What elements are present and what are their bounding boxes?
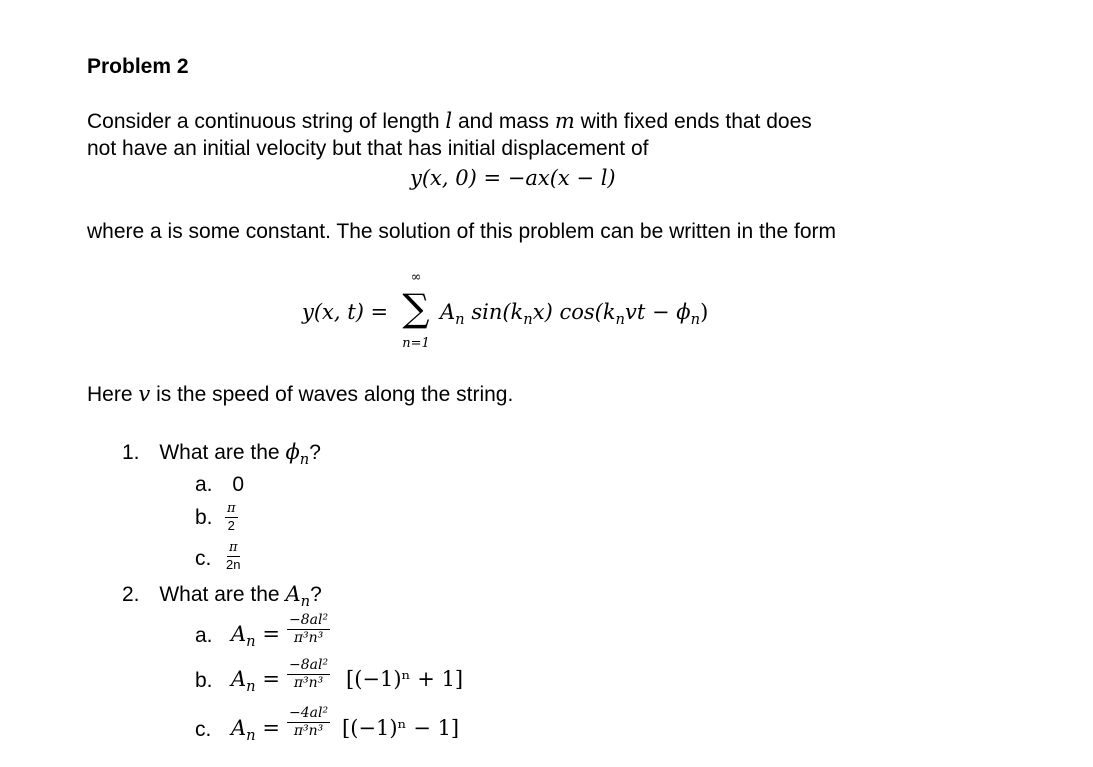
- initial-displacement-equation: y(x, 0) = −ax(x − l): [410, 166, 616, 190]
- var-l: l: [445, 109, 453, 133]
- var-m: m: [554, 109, 575, 133]
- sum-lower-limit: n=1: [402, 336, 430, 351]
- q1-option-c-label: c.: [195, 547, 212, 570]
- q1-option-b-fraction: $\frac{\pi}{2}$: [227, 501, 236, 533]
- q2-option-b-label: b.: [195, 669, 213, 692]
- question-1: 1. What are the $\phi_n$?: [122, 440, 321, 469]
- q2-option-a-fraction: $\frac{\text{−8al²}}{\text{π³n³}}$: [289, 612, 329, 646]
- sum-rhs: $A_n$ $\sin(k_nx) \cos(k_nvt - \phi_n)$: [440, 300, 709, 329]
- intro-line-1: [87, 109, 812, 134]
- sum-upper-limit: ∞: [410, 270, 422, 285]
- intro-text-start: Consider a continuous string of length: [87, 110, 440, 133]
- intro-line-2: not have an initial velocity but that has initial displacement of: [87, 137, 649, 160]
- page-title: Problem 2: [87, 55, 189, 78]
- where-text: where a is some constant. The solution of this problem can be written in the form: [87, 220, 836, 243]
- q2-option-c-lhs: $A_n$ =: [231, 716, 280, 745]
- q2-option-c-label: c.: [195, 718, 212, 741]
- var-v: v: [138, 382, 151, 406]
- here-line: Here v is the speed of waves along the string.: [87, 382, 514, 406]
- intro-text-mid: and mass: [457, 110, 550, 133]
- q2-option-c-tail: [(−1)ⁿ − 1]: [342, 716, 460, 740]
- q1-option-c-fraction: $\frac{\pi}{2n}$: [226, 540, 241, 572]
- q2-option-a-lhs: $A_n$ =: [231, 622, 280, 651]
- q2-option-b-tail: [(−1)ⁿ + 1]: [346, 667, 464, 691]
- q2-option-c-fraction: $\frac{\text{−4al²}}{\text{π³n³}}$: [289, 705, 329, 739]
- question-2: 2. What are the $A_n$?: [122, 582, 322, 611]
- q2-option-b-lhs: $A_n$ =: [231, 667, 280, 696]
- q2-option-a-label: a.: [195, 624, 213, 647]
- q1-option-b-label: b.: [195, 506, 213, 529]
- sum-symbol: ∑: [402, 286, 430, 330]
- q1-option-a: a. 0: [195, 473, 245, 496]
- intro-text-end: with fixed ends that does: [580, 110, 812, 133]
- sum-lhs: y(x, t) =: [302, 300, 389, 324]
- q2-option-b-fraction: $\frac{\text{−8al²}}{\text{π³n³}}$: [289, 657, 329, 691]
